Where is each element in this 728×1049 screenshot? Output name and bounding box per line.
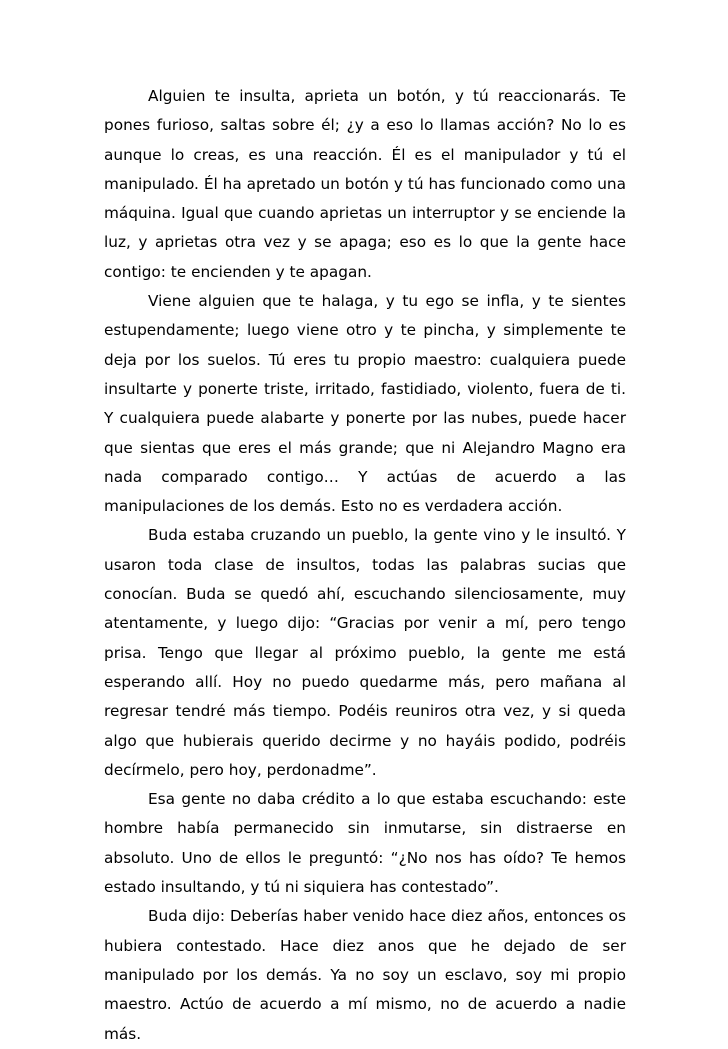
- paragraph-3: Buda estaba cruzando un pueblo, la gente vino y le insultó. Y usaron toda clase de insultos, todas las palabras sucias que conocían. Buda se quedó ahí, escuchando silenciosamente, muy atentamente, y luego dijo: “Gracias por venir a mí, pero tengo prisa. Tengo que llegar al próximo pueblo, la gente me está esperando allí. Hoy no puedo quedarme más, pero mañana al regresar tendré más tiempo. Podéis reuniros otra vez, y si queda algo que hubierais querido decirme y no hayáis podido, podréis decírmelo, pero hoy, perdonadme”.: [104, 526, 626, 779]
- paragraph-2: Viene alguien que te halaga, y tu ego se infla, y te sientes estupendamente; luego viene otro y te pincha, y simplemente te deja por los suelos. Tú eres tu propio maestro: cualquiera puede insultarte y ponerte triste, irritado, fastidiado, violento, fuera de ti. Y cualquiera puede alabarte y ponerte por las nubes, puede hacer que sientas que eres el más grande; que ni Alejandro Magno era nada comparado contigo… Y actúas de acuerdo a las manipulaciones de los demás. Esto no es verdadera acción.: [104, 292, 626, 516]
- paragraph-4: Esa gente no daba crédito a lo que estaba escuchando: este hombre había permanecido sin inmutarse, sin distraerse en absoluto. Uno de ellos le preguntó: “¿No nos has oído? Te hemos estado insultando, y tú ni siquiera has contestado”.: [104, 790, 626, 897]
- paragraph-1: Alguien te insulta, aprieta un botón, y tú reaccionarás. Te pones furioso, saltas sobre él; ¿y a eso lo llamas acción? No lo es aunque lo creas, es una reacción. Él es el manipulador y tú el manipulado. Él ha apretado un botón y tú has funcionado como una máquina. Igual que cuando aprietas un interruptor y se enciende la luz, y aprietas otra vez y se apaga; eso es lo que la gente hace contigo: te encienden y te apagan.: [104, 87, 626, 281]
- document-page: [104, 82, 626, 1049]
- paragraph-5: Buda dijo: Deberías haber venido hace diez años, entonces os hubiera contestado. Hace diez anos que he dejado de ser manipulado por los demás. Ya no soy un esclavo, soy mi propio maestro. Actúo de acuerdo a mí mismo, no de acuerdo a nadie más.: [104, 907, 626, 1043]
